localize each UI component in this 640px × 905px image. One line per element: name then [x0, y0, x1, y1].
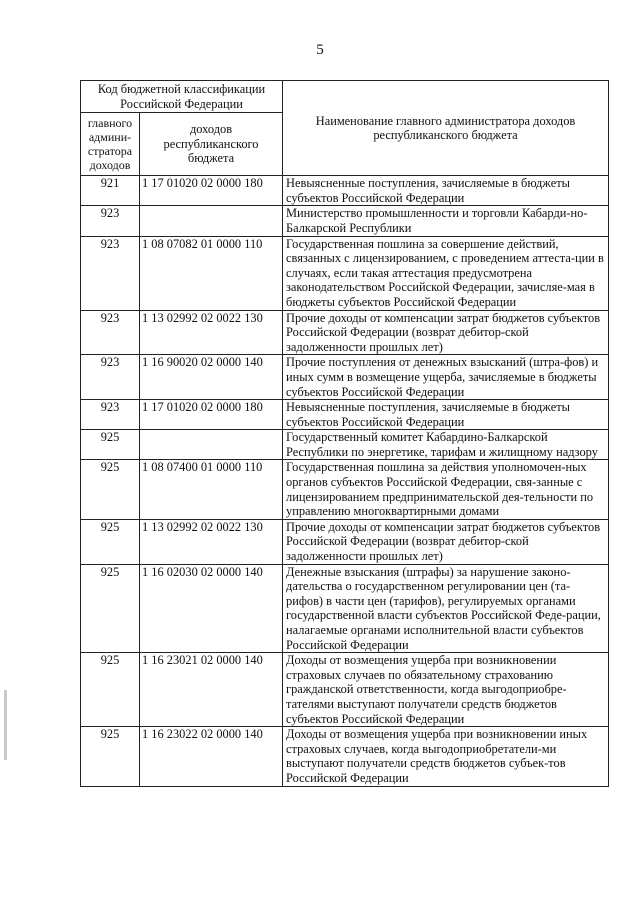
scan-edge-mark — [4, 690, 7, 760]
table-body — [81, 176, 609, 786]
table-row — [81, 460, 609, 519]
admin-code-cell: 925 — [81, 430, 140, 460]
table-row — [81, 727, 609, 786]
revenue-name-cell: Государственная пошлина за действия уполномочен-ных органов субъектов Российской Федерации, свя-занные с лицензированием предпринимательской дея-тельности по управлению многоквартирными домами — [283, 460, 609, 519]
admin-code-cell: 925 — [81, 564, 140, 653]
page-number: 5 — [316, 42, 324, 58]
revenue-name-cell: Прочие доходы от компенсации затрат бюджетов субъектов Российской Федерации (возврат дебитор-ской задолженности прошлых лет) — [283, 519, 609, 564]
admin-code-cell: 923 — [81, 355, 140, 400]
revenue-administrators-table — [80, 80, 609, 787]
admin-code-cell: 925 — [81, 519, 140, 564]
table-row — [81, 430, 609, 460]
header-revenue-column: доходов республиканского бюджета — [140, 113, 283, 176]
admin-code-cell: 925 — [81, 727, 140, 786]
table-row — [81, 400, 609, 430]
revenue-name-cell: Невыясненные поступления, зачисляемые в бюджеты субъектов Российской Федерации — [283, 176, 609, 206]
revenue-code-cell: 1 08 07400 01 0000 110 — [140, 460, 283, 519]
admin-code-cell: 923 — [81, 400, 140, 430]
table-row — [81, 310, 609, 355]
admin-code-cell: 923 — [81, 236, 140, 310]
header-row-top — [81, 81, 609, 113]
revenue-code-cell: 1 17 01020 02 0000 180 — [140, 400, 283, 430]
revenue-code-cell: 1 16 23021 02 0000 140 — [140, 653, 283, 727]
revenue-name-cell: Доходы от возмещения ущерба при возникновении иных страховых случаев, когда выгодоприобретатели-ми выступают получатели средств бюджетов субъек-тов Российской Федерации — [283, 727, 609, 786]
admin-code-cell: 923 — [81, 310, 140, 355]
admin-code-cell: 925 — [81, 653, 140, 727]
admin-code-cell: 925 — [81, 460, 140, 519]
revenue-code-cell: 1 16 02030 02 0000 140 — [140, 564, 283, 653]
header-kbk-group: Код бюджетной классификации Российской Федерации — [81, 81, 283, 113]
table-row — [81, 355, 609, 400]
revenue-name-cell: Государственная пошлина за совершение действий, связанных с лицензированием, с проведением аттеста-ции в случаях, если такая аттестация предусмотрена законодательством Российской Федерации, зачисляе-мая в бюджеты субъектов Российской Федерации — [283, 236, 609, 310]
table-row — [81, 653, 609, 727]
revenue-name-cell: Невыясненные поступления, зачисляемые в бюджеты субъектов Российской Федерации — [283, 400, 609, 430]
table-row — [81, 236, 609, 310]
revenue-name-cell: Доходы от возмещения ущерба при возникновении страховых случаев по обязательному страхованию гражданской ответственности, когда выгодоприобре-тателями выступают получатели средств бюджетов субъектов Российской Федерации — [283, 653, 609, 727]
revenue-code-cell: 1 16 90020 02 0000 140 — [140, 355, 283, 400]
table-header — [81, 81, 609, 176]
revenue-code-cell: 1 17 01020 02 0000 180 — [140, 176, 283, 206]
revenue-code-cell: 1 08 07082 01 0000 110 — [140, 236, 283, 310]
revenue-code-cell — [140, 430, 283, 460]
revenue-name-cell: Государственный комитет Кабардино-Балкарской Республики по энергетике, тарифам и жилищному надзору — [283, 430, 609, 460]
table-row — [81, 564, 609, 653]
admin-code-cell: 923 — [81, 206, 140, 236]
revenue-code-cell: 1 13 02992 02 0022 130 — [140, 519, 283, 564]
table-row — [81, 206, 609, 236]
table-row — [81, 176, 609, 206]
revenue-name-cell: Прочие доходы от компенсации затрат бюджетов субъектов Российской Федерации (возврат дебитор-ской задолженности прошлых лет) — [283, 310, 609, 355]
header-name-column: Наименование главного администратора доходов республиканского бюджета — [283, 81, 609, 176]
header-admin-column: главного админи-стратора доходов — [81, 113, 140, 176]
revenue-code-cell — [140, 206, 283, 236]
revenue-code-cell: 1 13 02992 02 0022 130 — [140, 310, 283, 355]
revenue-code-cell: 1 16 23022 02 0000 140 — [140, 727, 283, 786]
revenue-name-cell: Денежные взыскания (штрафы) за нарушение законо-дательства о государственном регулировании цен (та-рифов) в части цен (тарифов), регулируемых органами государственной власти субъектов Российской Феде-рации, налагаемые органами исполнительной власти субъектов Российской Федерации — [283, 564, 609, 653]
table-row — [81, 519, 609, 564]
revenue-name-cell: Прочие поступления от денежных взысканий (штра-фов) и иных сумм в возмещение ущерба, зачисляемые в бюджеты субъектов Российской Федерации — [283, 355, 609, 400]
admin-code-cell: 921 — [81, 176, 140, 206]
revenue-name-cell: Министерство промышленности и торговли Кабарди-но-Балкарской Республики — [283, 206, 609, 236]
